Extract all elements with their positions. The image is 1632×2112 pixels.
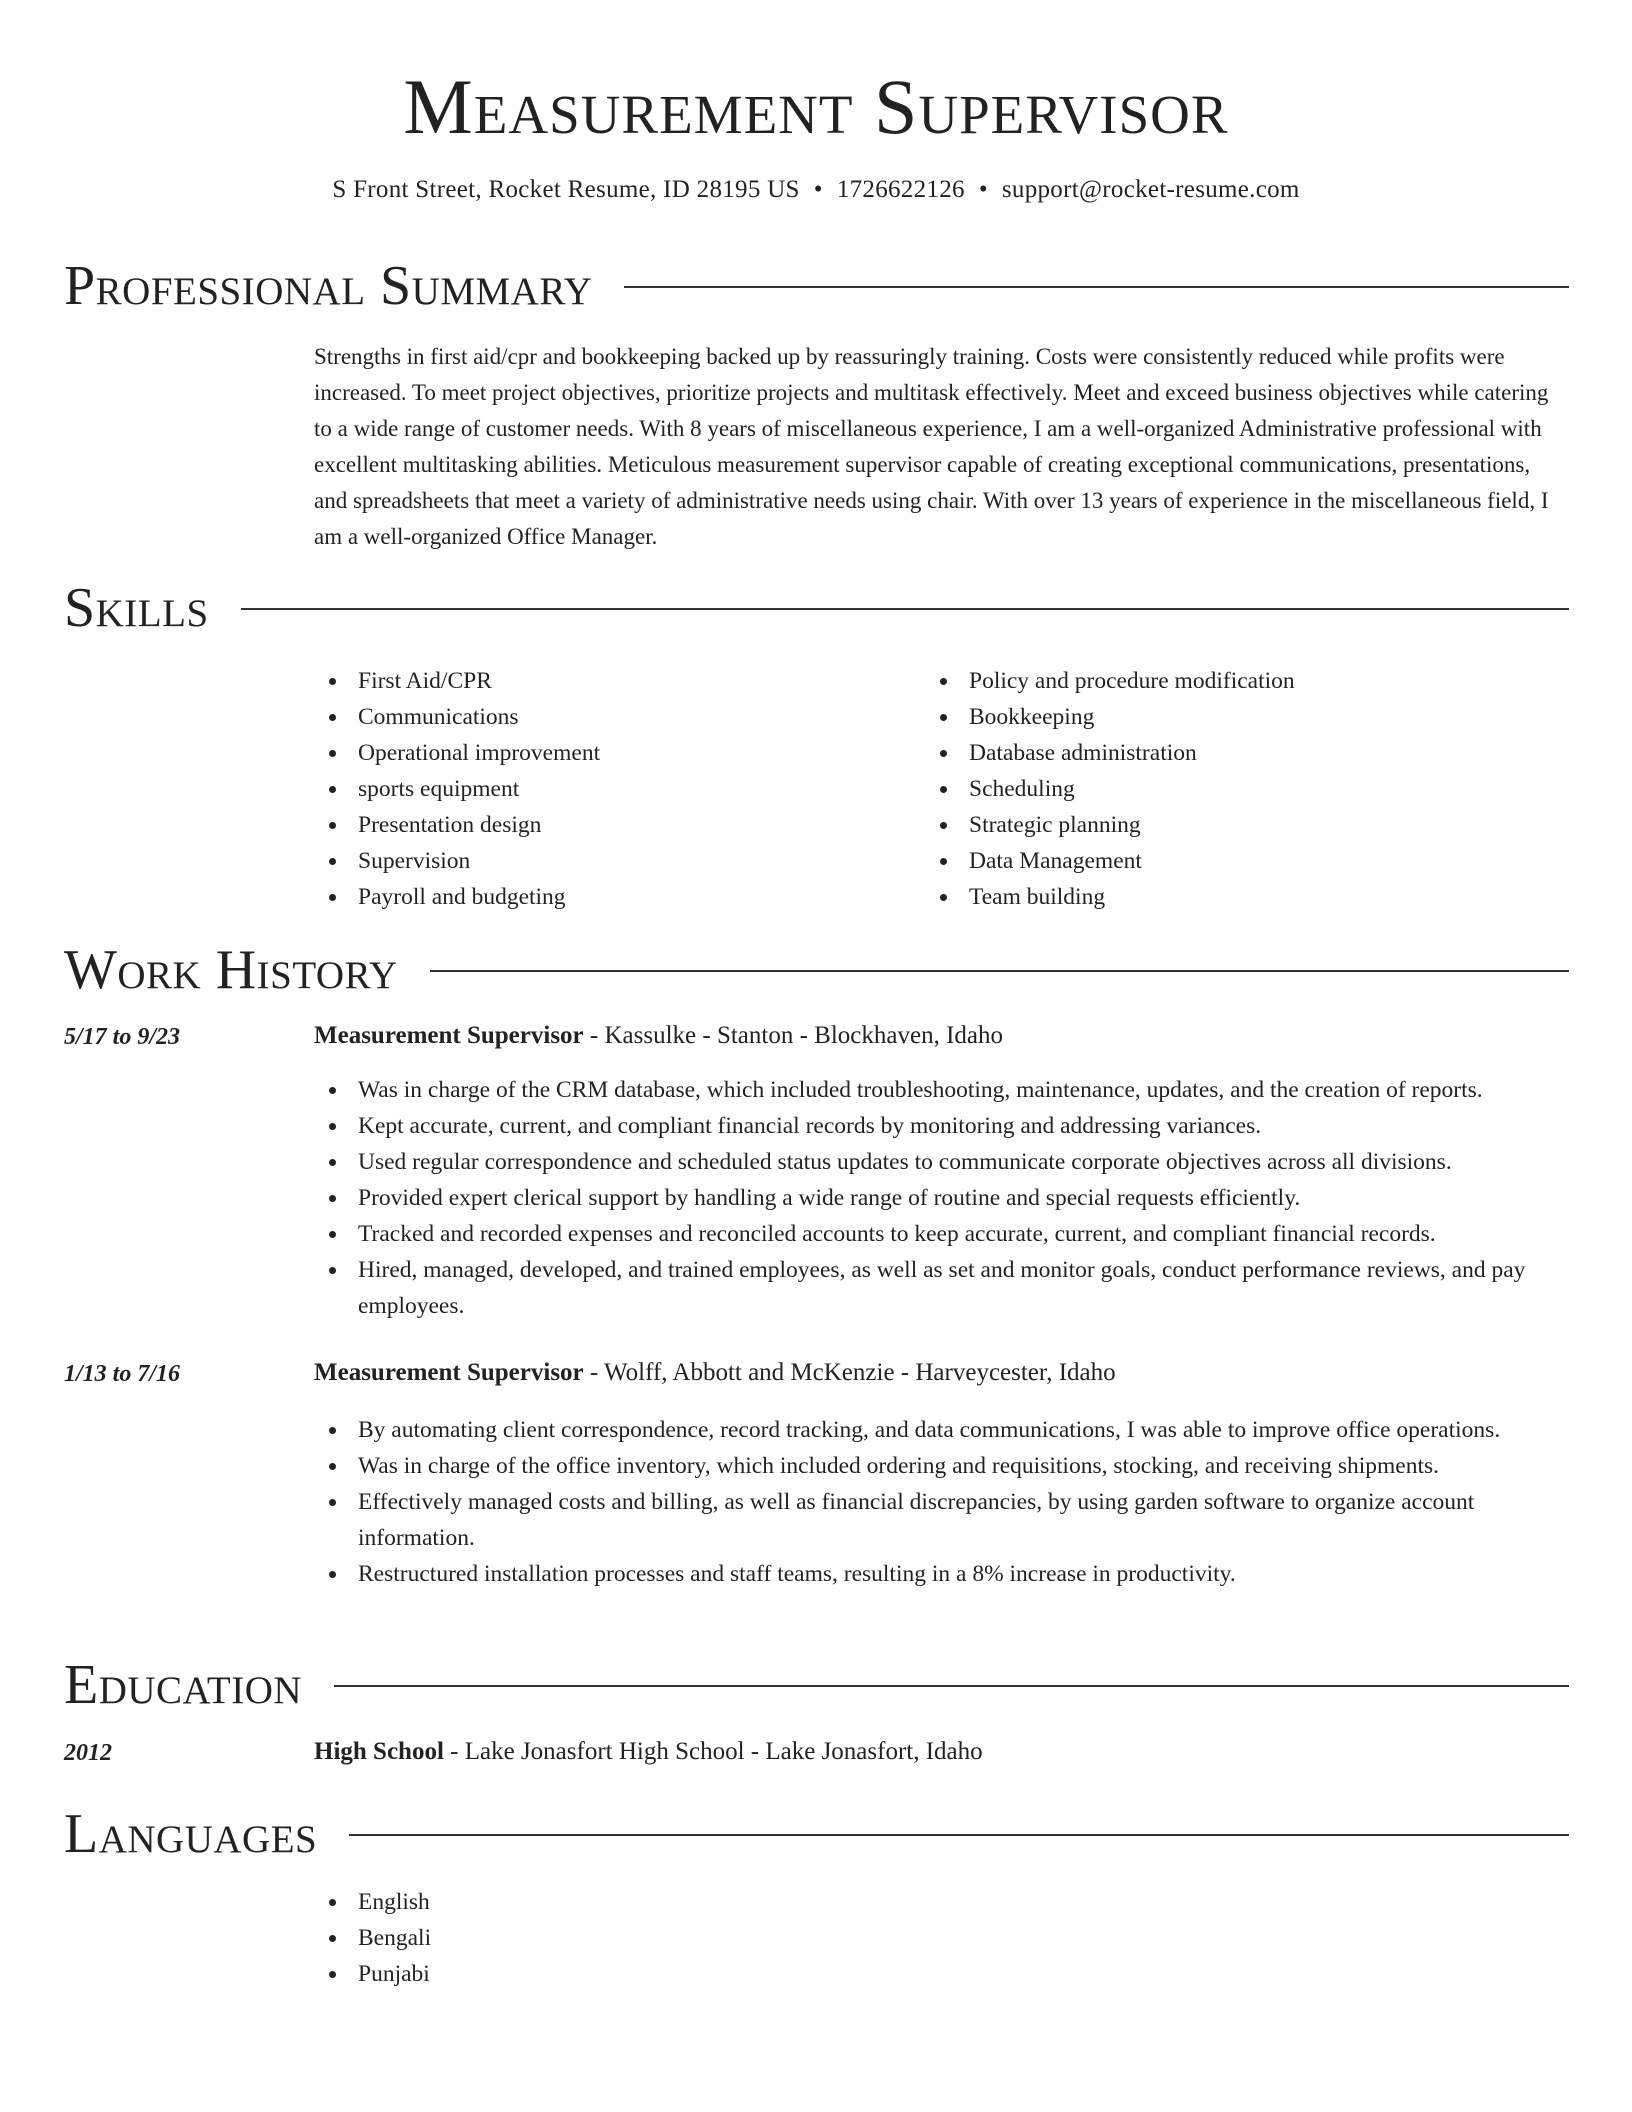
candidate-name: Measurement Supervisor xyxy=(403,63,1229,150)
job-title-line xyxy=(314,1021,1003,1051)
skill-item: Operational improvement xyxy=(314,735,914,771)
responsibility-item: Effectively managed costs and billing, as well as financial discrepancies, by using garden software to organize account information. xyxy=(314,1484,1574,1556)
section-divider xyxy=(430,970,1569,972)
language-item: Punjabi xyxy=(314,1956,914,1992)
responsibility-item: Hired, managed, developed, and trained employees, as well as set and monitor goals, conduct performance reviews, and pay employees. xyxy=(314,1252,1574,1324)
section-heading-summary xyxy=(64,256,1569,316)
job-dates: 5/17 to 9/23 xyxy=(64,1024,181,1050)
contact-email: support@rocket-resume.com xyxy=(1001,176,1300,203)
contact-phone: 1726622126 xyxy=(836,176,965,203)
section-title: Languages xyxy=(64,1803,318,1865)
responsibility-item: By automating client correspondence, record tracking, and data communications, I was able to improve office operations. xyxy=(314,1412,1574,1448)
skill-item: Bookkeeping xyxy=(925,699,1525,735)
job-dates: 1/13 to 7/16 xyxy=(64,1361,181,1387)
skill-item: Communications xyxy=(314,699,914,735)
section-divider xyxy=(349,1834,1569,1836)
section-divider xyxy=(624,286,1569,288)
section-divider xyxy=(241,608,1569,610)
section-title: Work History xyxy=(64,939,398,1001)
skill-item: Database administration xyxy=(925,735,1525,771)
section-title: Skills xyxy=(64,577,209,639)
section-heading-skills xyxy=(64,578,1569,638)
skill-item: Strategic planning xyxy=(925,807,1525,843)
responsibility-item: Provided expert clerical support by handling a wide range of routine and special requests efficiently. xyxy=(314,1180,1574,1216)
job-title: Measurement Supervisor xyxy=(314,1359,584,1386)
skill-item: Team building xyxy=(925,879,1525,915)
separator-dot: • xyxy=(978,176,988,203)
responsibility-item: Tracked and recorded expenses and reconciled accounts to keep accurate, current, and compliant financial records. xyxy=(314,1216,1574,1252)
responsibility-item: Restructured installation processes and staff teams, resulting in a 8% increase in productivity. xyxy=(314,1556,1574,1592)
contact-address: S Front Street, Rocket Resume, ID 28195 US xyxy=(332,176,800,203)
section-heading-languages xyxy=(64,1804,1569,1864)
skill-item: Payroll and budgeting xyxy=(314,879,914,915)
section-title: Education xyxy=(64,1654,303,1716)
education-year: 2012 xyxy=(64,1740,112,1766)
section-title: Professional Summary xyxy=(64,255,593,317)
skill-item: First Aid/CPR xyxy=(314,663,914,699)
education-line xyxy=(314,1737,983,1767)
job-employer: - Wolff, Abbott and McKenzie - Harveycester, Idaho xyxy=(583,1359,1116,1386)
education-degree: High School xyxy=(314,1738,444,1765)
skill-item: Supervision xyxy=(314,843,914,879)
skill-item: Presentation design xyxy=(314,807,914,843)
responsibility-item: Used regular correspondence and scheduled status updates to communicate corporate objectives across all divisions. xyxy=(314,1144,1574,1180)
section-heading-work-history xyxy=(64,940,1569,1000)
language-item: Bengali xyxy=(314,1920,914,1956)
job-responsibilities xyxy=(314,1072,1574,1324)
skill-item: Policy and procedure modification xyxy=(925,663,1525,699)
skills-list-right xyxy=(925,663,1525,915)
section-heading-education xyxy=(64,1655,1569,1715)
skills-list-left xyxy=(314,663,914,915)
job-employer: - Kassulke - Stanton - Blockhaven, Idaho xyxy=(583,1022,1004,1049)
separator-dot: • xyxy=(813,176,823,203)
contact-line xyxy=(0,175,1632,205)
skill-item: sports equipment xyxy=(314,771,914,807)
summary-text: Strengths in first aid/cpr and bookkeeping backed up by reassuringly training. Costs were consistently reduced while profits were increased. To meet project objectives, prioritize projects and multitask effectively. Meet and exceed business objectives while catering to a wide range of customer needs. With 8 years of miscellaneous experience, I am a well-organized Administrative professional with excellent multitasking abilities. Meticulous measurement supervisor capable of creating exceptional communications, presentations, and spreadsheets that meet a variety of administrative needs using chair. With over 13 years of experience in the miscellaneous field, I am a well-organized Office Manager. xyxy=(314,344,1549,549)
responsibility-item: Was in charge of the office inventory, which included ordering and requisitions, stocking, and receiving shipments. xyxy=(314,1448,1574,1484)
skill-item: Data Management xyxy=(925,843,1525,879)
skill-item: Scheduling xyxy=(925,771,1525,807)
job-title: Measurement Supervisor xyxy=(314,1022,584,1049)
job-title-line xyxy=(314,1358,1116,1388)
languages-list xyxy=(314,1884,914,1992)
section-divider xyxy=(334,1685,1569,1687)
language-item: English xyxy=(314,1884,914,1920)
job-responsibilities xyxy=(314,1412,1574,1592)
education-school: - Lake Jonasfort High School - Lake Jonasfort, Idaho xyxy=(443,1738,983,1765)
responsibility-item: Kept accurate, current, and compliant financial records by monitoring and addressing variances. xyxy=(314,1108,1574,1144)
responsibility-item: Was in charge of the CRM database, which included troubleshooting, maintenance, updates, and the creation of reports. xyxy=(314,1072,1574,1108)
